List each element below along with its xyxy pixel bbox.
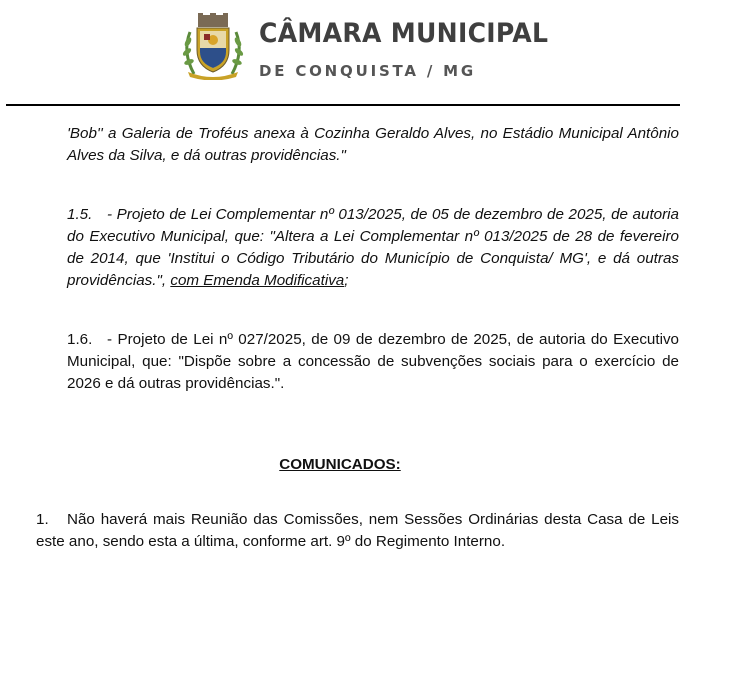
item-1-5-end: ;	[344, 272, 349, 289]
document-header	[0, 0, 734, 104]
municipal-crest-icon	[180, 12, 246, 80]
header-subtitle: DE CONQUISTA / MG	[259, 62, 476, 80]
item-1-6-number: 1.6.	[67, 331, 93, 348]
item-1-6	[67, 329, 679, 395]
item-1-6-text: - Projeto de Lei nº 027/2025, de 09 de dezembro de 2025, de autoria do Executivo Municipal, que: "Dispõe sobre a concessão de subvenções sociais para o exercício de 2026 e dá outras providências.".	[67, 331, 679, 392]
item-1-5-number: 1.5.	[67, 206, 93, 223]
communication-1-number: 1.	[36, 511, 49, 528]
continuation-paragraph	[67, 123, 679, 167]
communication-1-text: Não haverá mais Reunião das Comissões, nem Sessões Ordinárias desta Casa de Leis este ano, sendo esta a última, conforme art. 9º do Regimento Interno.	[36, 511, 679, 550]
communications-heading: COMUNICADOS:	[279, 456, 401, 473]
header-title: CÂMARA MUNICIPAL	[259, 18, 549, 49]
communication-1	[36, 509, 679, 553]
continuation-text: 'Bob'' a Galeria de Troféus anexa à Cozinha Geraldo Alves, no Estádio Municipal Antônio Alves da Silva, e dá outras providências."	[67, 125, 679, 164]
header-divider	[6, 104, 680, 106]
item-1-5-text: - Projeto de Lei Complementar nº 013/2025, de 05 de dezembro de 2025, de autoria do Executivo Municipal, que: "Altera a Lei Complementar nº 013/2025 de 28 de fevereiro de 2014, que 'Institui o Código Tributário do Município de Conquista/ MG', e dá outras providências.",	[67, 206, 679, 289]
item-1-5-amendment: com Emenda Modificativa	[170, 272, 345, 289]
item-1-5	[67, 204, 679, 292]
